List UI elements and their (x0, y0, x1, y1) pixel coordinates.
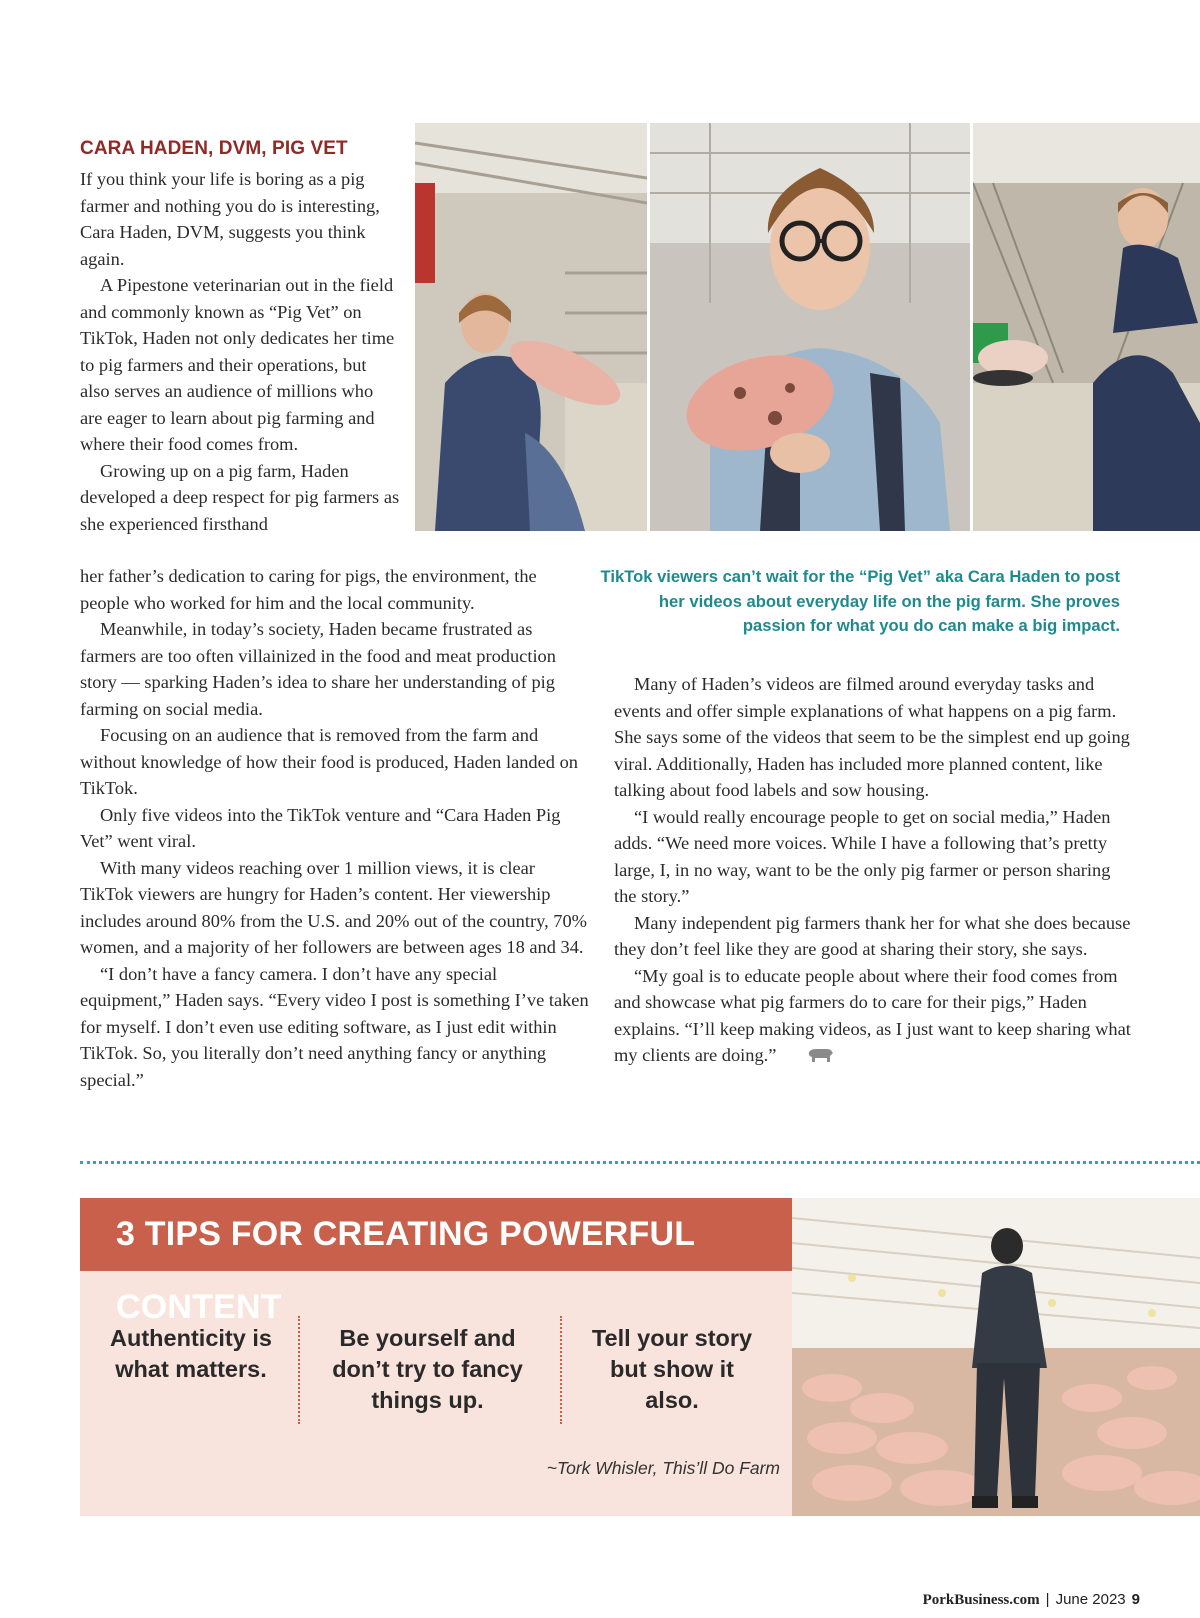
page-number: 9 (1131, 1591, 1140, 1608)
tip-divider (298, 1316, 300, 1424)
article-paragraph: Meanwhile, in today’s society, Haden became frustrated as farmers are too often villainized in the food and meat production story — sparking Haden’s idea to share her understanding of pig farming on social media. (80, 619, 556, 719)
section-divider (80, 1161, 1200, 1164)
article-paragraph: Only five videos into the TikTok venture and “Cara Haden Pig Vet” went viral. (80, 804, 561, 851)
footer-site: PorkBusiness.com (922, 1592, 1040, 1608)
article-paragraph: Many of Haden’s videos are filmed around everyday tasks and events and offer simple explanations of what happens on a pig farm. She says some of the videos that seem to be the simplest end up going viral. Additionally, Haden has included more planned content, like talking about food labels and sow housing. (614, 674, 1130, 800)
footer-issue: June 2023 (1055, 1591, 1126, 1608)
page-footer (923, 1591, 1140, 1609)
article-paragraph: her father’s dedication to caring for pigs, the environment, the people who worked for him and the local community. (80, 566, 537, 613)
footer-separator: | (1045, 1591, 1050, 1608)
article-paragraph: A Pipestone veterinarian out in the field and commonly known as “Pig Vet” on TikTok, Haden not only dedicates her time to pig farmers and their operations, but also serves an audience of millions who are eager to learn about pig farming and where their food comes from. (80, 275, 395, 454)
tiktok-photo-strip (415, 123, 1200, 531)
tips-box (80, 1198, 1200, 1516)
tip-item: Be yourself and don’t try to fancy things up. (332, 1325, 523, 1413)
article-paragraph: If you think your life is boring as a pig farmer and nothing you do is interesting, Cara Haden, DVM, suggests you think again. (80, 169, 380, 269)
article-paragraph: With many videos reaching over 1 million views, it is clear TikTok viewers are hungry for Haden’s content. Her viewership includes around 80% from the U.S. and 20% out of the country, 70% women, and a majority of her followers are between ages 18 and 34. (80, 857, 587, 957)
tip-item: Authenticity is what matters. (110, 1325, 272, 1382)
photo-farmer-in-pig-barn (792, 1198, 1200, 1516)
photo-vet-barn-alley-sow (973, 123, 1200, 531)
article-paragraph: “I don’t have a fancy camera. I don’t have any special equipment,” Haden says. “Every video I post is something I’ve taken for myself. I don’t even use editing software, as I just edit within TikTok. So, you literally don’t need anything fancy or anything special.” (80, 963, 589, 1090)
photo-vet-closeup-piglet (650, 123, 970, 531)
article-column-left (80, 563, 590, 1093)
tips-attribution: ~Tork Whisler, This’ll Do Farm (546, 1458, 780, 1478)
photo-caption: TikTok viewers can’t wait for the “Pig Vet” aka Cara Haden to post her videos about everyday life on the pig farm. She proves passion for what you do can make a big impact. (600, 567, 1120, 635)
article-paragraph: Many independent pig farmers thank her for what she does because they don’t feel like they are good at sharing their story, she says. (614, 912, 1131, 959)
tips-header: 3 TIPS FOR CREATING POWERFUL CONTENT (80, 1198, 792, 1271)
pig-icon (786, 1044, 834, 1071)
tip-divider (560, 1316, 562, 1424)
article-column-right (614, 671, 1134, 1070)
tip-item: Tell your story but show it also. (591, 1325, 753, 1413)
article-paragraph: Growing up on a pig farm, Haden developed a deep respect for pig farmers as she experienced firsthand (80, 460, 400, 534)
article-byline: CARA HADEN, DVM, PIG VET (80, 138, 348, 159)
article-paragraph: Focusing on an audience that is removed from the farm and without knowledge of how their food is produced, Haden landed on TikTok. (80, 725, 578, 798)
photo-vet-holding-piglet-barn (415, 123, 647, 531)
article-paragraph-text: “My goal is to educate people about where their food comes from and showcase what pig farmers do to care for their pigs,” Haden explains. “I’ll keep making videos, as I just want to keep sharing what my clients are doing.” (614, 965, 1131, 1065)
article-column-narrow (80, 166, 400, 537)
article-paragraph (614, 963, 1134, 1071)
article-paragraph: “I would really encourage people to get on social media,” Haden adds. “We need more voices. While I have a following that’s pretty large, I, in no way, want to be the only pig farmer or person sharing the story.” (614, 806, 1111, 906)
